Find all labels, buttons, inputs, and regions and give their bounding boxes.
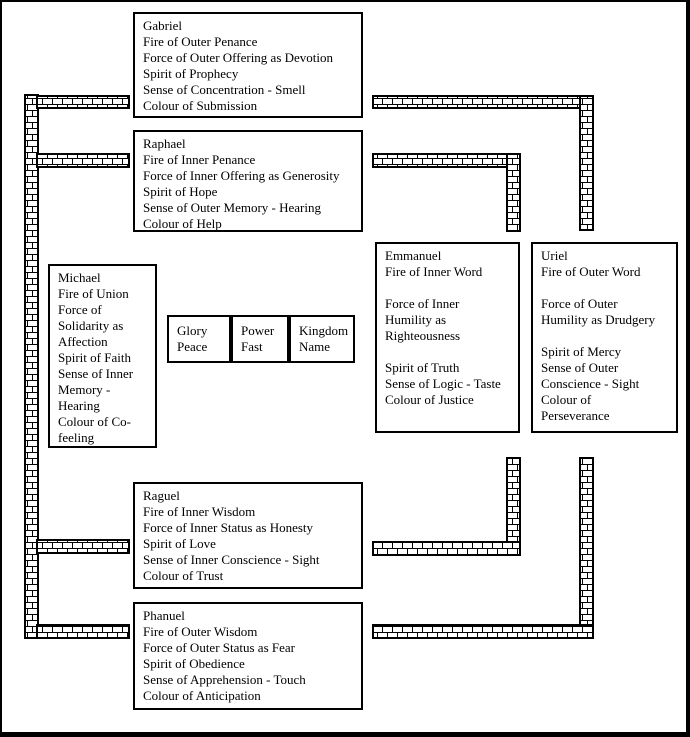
wall-bottomright-bar-outer [373, 625, 593, 638]
box-text-line: Emmanuel [385, 248, 442, 263]
box-text-line: Colour of Help [143, 216, 222, 231]
box-text-line: Force of Inner Status as Honesty [143, 520, 314, 535]
box-text-line: Power [241, 323, 275, 338]
kingdom-name-box [289, 315, 355, 363]
box-text-line: Fire of Union [58, 286, 129, 301]
box-text-line: Spirit of Prophecy [143, 66, 239, 81]
box-text-line: Force of Outer Offering as Devotion [143, 50, 334, 65]
wall-bottomright-vert-outer [580, 458, 593, 638]
box-text-line: Fire of Inner Word [385, 264, 483, 279]
box-text-line: Name [299, 339, 331, 354]
box-text-line: Peace [177, 339, 208, 354]
uriel-box [531, 242, 678, 433]
box-text-line: Perseverance [541, 408, 610, 423]
box-text-line: Force of Inner [385, 296, 460, 311]
box-text-line: Colour of [541, 392, 592, 407]
box-text-line: Uriel [541, 248, 568, 263]
box-text-line: Sense of Concentration - Smell [143, 82, 306, 97]
box-text-line: Colour of Anticipation [143, 688, 261, 703]
emmanuel-box [375, 242, 520, 433]
box-text-line: Fire of Outer Wisdom [143, 624, 258, 639]
raguel-box [133, 482, 363, 589]
box-text-line: Fire of Outer Penance [143, 34, 258, 49]
box-text-line: Phanuel [143, 608, 185, 623]
box-text-line: Affection [58, 334, 108, 349]
box-text-line: Hearing [58, 398, 100, 413]
box-text-line [385, 280, 510, 296]
box-text-line: Solidarity as [58, 318, 124, 333]
box-text-line: Spirit of Truth [385, 360, 460, 375]
box-text-line: Glory [177, 323, 208, 338]
wall-topright-bar-outer [373, 96, 593, 108]
box-text-line: Fire of Outer Word [541, 264, 641, 279]
phanuel-box [133, 602, 363, 710]
wall-left-arm-top [37, 96, 129, 108]
box-text-line: Sense of Inner Conscience - Sight [143, 552, 320, 567]
box-text-line: Sense of Inner [58, 366, 134, 381]
box-text-line: Force of [58, 302, 102, 317]
wall-bottomright-vert-inner [507, 458, 520, 555]
box-text-line: Spirit of Faith [58, 350, 131, 365]
michael-box [48, 264, 157, 448]
box-text-line: Force of Inner Offering as Generosity [143, 168, 340, 183]
gabriel-box [133, 12, 363, 118]
box-text-line: Gabriel [143, 18, 182, 33]
box-text-line: Spirit of Mercy [541, 344, 622, 359]
box-text-line: Sense of Outer Memory - Hearing [143, 200, 321, 215]
box-text-line: Colour of Justice [385, 392, 474, 407]
wall-left-vertical [25, 95, 38, 638]
box-text-line: Sense of Apprehension - Touch [143, 672, 306, 687]
box-text-line: Fire of Inner Penance [143, 152, 256, 167]
box-text-line: Humility as [385, 312, 447, 327]
wall-bottomright-bar-inner [373, 542, 520, 555]
power-fast-box [231, 315, 289, 363]
wall-left-arm-bottom [37, 625, 129, 638]
box-text-line: Righteousness [385, 328, 461, 343]
box-text-line: Colour of Trust [143, 568, 224, 583]
box-text-line [385, 344, 510, 360]
box-text-line: Michael [58, 270, 101, 285]
glory-peace-box [167, 315, 231, 363]
wall-topright-vert-inner [507, 154, 520, 231]
box-text-line: Conscience - Sight [541, 376, 640, 391]
box-text-line: Force of Outer Status as Fear [143, 640, 295, 655]
wall-left-arm-third [37, 540, 129, 553]
box-text-line: Spirit of Love [143, 536, 216, 551]
box-text-line: Memory - [58, 382, 111, 397]
wall-topright-bar-inner [373, 154, 520, 167]
wall-topright-vert-outer [580, 96, 593, 230]
box-text-line: Sense of Logic - Taste [385, 376, 501, 391]
box-text-line: Raphael [143, 136, 186, 151]
box-text-line: Humility as Drudgery [541, 312, 656, 327]
box-text-line [541, 280, 668, 296]
box-text-line [541, 328, 668, 344]
box-text-line: Sense of Outer [541, 360, 619, 375]
box-text-line: Colour of Submission [143, 98, 258, 113]
box-text-line: Force of Outer [541, 296, 618, 311]
box-text-line: Spirit of Hope [143, 184, 218, 199]
box-text-line: Colour of Co- [58, 414, 131, 429]
box-text-line: Spirit of Obedience [143, 656, 245, 671]
box-text-line: Fire of Inner Wisdom [143, 504, 256, 519]
box-text-line: Raguel [143, 488, 180, 503]
raphael-box [133, 130, 363, 232]
box-text-line: Kingdom [299, 323, 349, 338]
wall-left-arm-second [37, 154, 129, 167]
box-text-line: Fast [241, 339, 263, 354]
box-text-line: feeling [58, 430, 95, 445]
